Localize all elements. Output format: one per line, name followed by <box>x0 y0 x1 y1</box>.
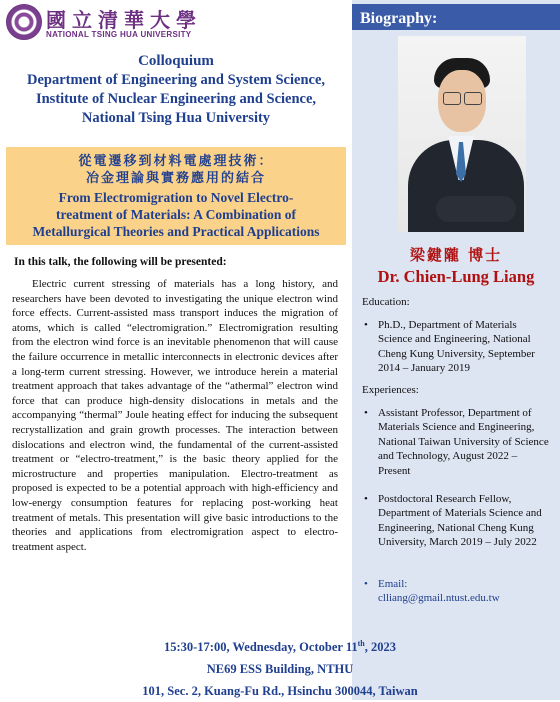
education-list <box>362 318 552 376</box>
email-address[interactable]: clliang@gmail.ntust.edu.tw <box>378 592 500 605</box>
talk-title-box <box>6 147 346 245</box>
photo-glasses-left <box>443 92 461 105</box>
email-label: Email: <box>378 578 408 590</box>
email-address-row <box>362 591 552 605</box>
education-item-text: Ph.D., Department of Materials Science and Engineering, National Cheng Kung University, September 2014 – January 2019 <box>378 319 535 375</box>
title-english-line-2: treatment of Materials: A Combination of <box>55 207 297 222</box>
colloquium-title: Colloquium <box>138 53 214 69</box>
education-item <box>362 318 552 376</box>
experiences-list <box>362 406 552 550</box>
abstract-paragraph: Electric current stressing of materials has a long history, and researchers have been devoted to investigating the unique electron wind force effects. Current-assisted mass transport induces the migration of atoms, which is called “electromigration.” Electromigration resulting from the electron wind force is an inevitable phenomenon that will cause the failure occurrence in metallic interconnects in electronic devices after a long-term current stressing. However, we introduce herein a material treatment approach that takes advantage of the “athermal” electron wind force that can produce high-density dislocations in metals and the accompanying “thermal” Joule heating effect for inducing the subsequent recrystallization and grain growth processes. The interaction between dislocations and electron wind, the fundamental of the current-assisted treatment or “electro-treatment,” is the basic theory applied for the microstructure and properties manipulation. Electro-treatment as proposed is expected to be a potential approach with high-efficiency and low-energy consumption features for replacing post-working heat treatment of metals. This presentation will give basic introductions to the theories and applications from electromigration aspect to electro-treatment aspect. <box>12 278 338 553</box>
title-english-line-3: Metallurgical Theories and Practical Applications <box>32 224 320 239</box>
dept-line-1: Department of Engineering and System Science, <box>26 72 326 88</box>
email-item <box>362 577 552 591</box>
event-time-main: 15:30-17:00, Wednesday, October 11 <box>163 640 358 655</box>
intro-heading: In this talk, the following will be presented: <box>14 256 227 268</box>
event-time <box>0 633 560 658</box>
title-english-line-1: From Electromigration to Novel Electro- <box>58 190 294 205</box>
biography-heading: Biography: <box>360 10 438 27</box>
speaker-name-chinese: 梁鍵隴 博士 <box>409 246 503 264</box>
email-block <box>362 577 552 606</box>
dept-line-2: Institute of Nuclear Engineering and Science, <box>35 91 317 107</box>
speaker-photo <box>398 36 526 232</box>
photo-glasses-right <box>464 92 482 105</box>
title-chinese-line-1: 從電遷移到材料電處理技術： <box>78 154 274 169</box>
speaker-name-english: Dr. Chien-Lung Liang <box>377 267 535 286</box>
event-time-year: , 2023 <box>364 640 396 655</box>
title-english <box>6 189 346 240</box>
event-header <box>0 52 352 128</box>
event-venue: NE69 ESS Building, NTHU <box>206 662 354 677</box>
title-chinese-line-2: 冶金理論與實務應用的結合 <box>85 171 266 186</box>
university-logo <box>6 4 226 46</box>
title-chinese <box>6 153 346 187</box>
university-seal-icon <box>6 4 42 40</box>
experience-item-text: Postdoctoral Research Fellow, Department of Materials Science and Engineering, National Cheng Kung University, March 2019 – July 2022 <box>378 493 542 549</box>
event-address: 101, Sec. 2, Kuang-Fu Rd., Hsinchu 300044, Taiwan <box>142 684 418 699</box>
bullet-icon: • <box>364 407 368 419</box>
photo-arm <box>436 196 516 222</box>
experiences-label: Experiences: <box>362 384 419 396</box>
experience-item-text: Assistant Professor, Department of Materials Science and Engineering, National Taiwan University of Science and Technology, August 2022 – Present <box>378 407 549 477</box>
logo-chinese-text: 國立清華大學 <box>46 8 202 32</box>
education-label: Education: <box>362 296 410 308</box>
bullet-icon: • <box>364 578 368 590</box>
dept-line-3: National Tsing Hua University <box>81 110 271 126</box>
experience-item <box>362 406 552 478</box>
event-time-sup: th <box>357 639 365 648</box>
logo-english-text: NATIONAL TSING HUA UNIVERSITY <box>46 30 192 39</box>
bullet-icon: • <box>364 319 368 331</box>
experience-item <box>362 492 552 550</box>
bullet-icon: • <box>364 493 368 506</box>
event-footer <box>0 633 560 702</box>
